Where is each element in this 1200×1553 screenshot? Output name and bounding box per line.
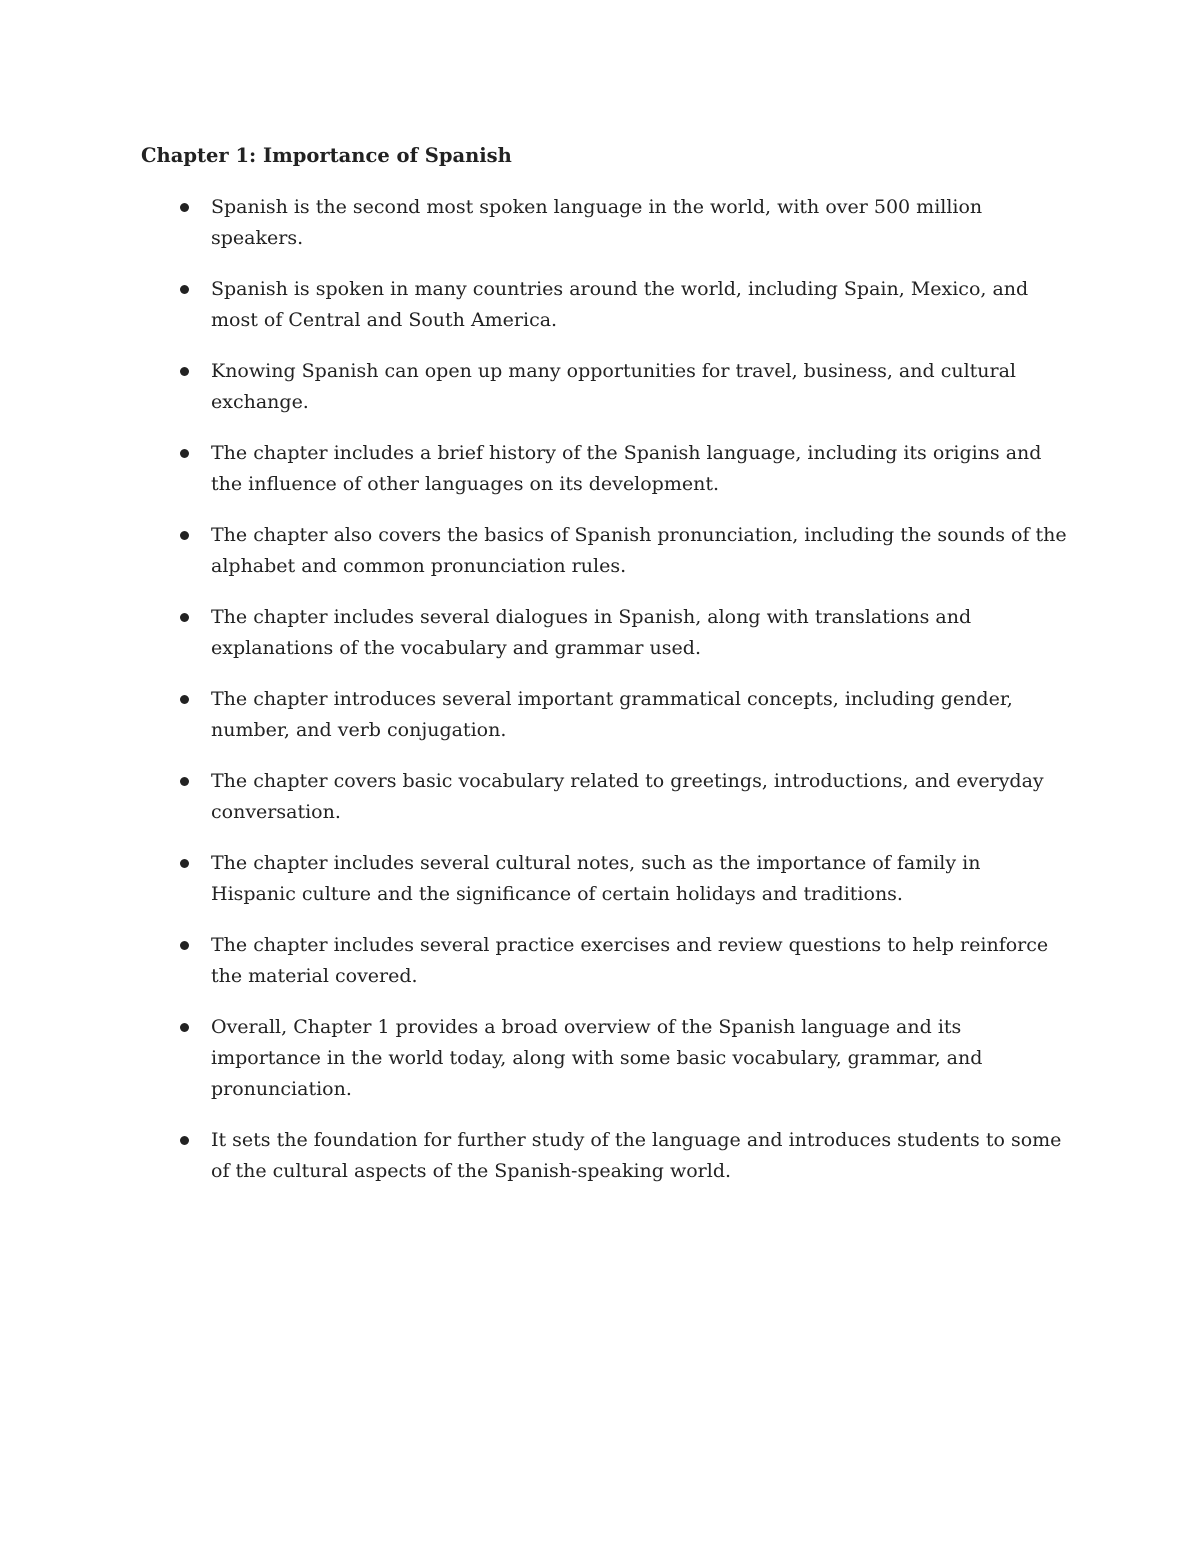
bullet-icon (180, 285, 189, 294)
bullet-item (141, 1125, 1071, 1187)
bullet-text: The chapter also covers the basics of Spanish pronunciation, including the sounds of the alphabet and common pronunciation rules. (211, 524, 1067, 577)
bullet-item (141, 192, 1071, 254)
bullet-item (141, 438, 1071, 500)
bullet-item (141, 684, 1071, 746)
bullet-text: The chapter includes several practice exercises and review questions to help reinforce the material covered. (211, 934, 1049, 987)
document-content (141, 141, 1071, 1207)
bullet-item (141, 356, 1071, 418)
bullet-icon (180, 777, 189, 786)
bullet-icon (180, 367, 189, 376)
bullet-icon (180, 449, 189, 458)
bullet-item (141, 520, 1071, 582)
bullet-item (141, 848, 1071, 910)
bullet-item (141, 602, 1071, 664)
bullet-list (141, 192, 1071, 1187)
chapter-title: Chapter 1: Importance of Spanish (141, 144, 512, 167)
bullet-icon (180, 203, 189, 212)
bullet-text: The chapter includes several dialogues in Spanish, along with translations and explanations of the vocabulary and grammar used. (211, 606, 972, 659)
bullet-icon (180, 941, 189, 950)
bullet-text: The chapter introduces several important grammatical concepts, including gender, number, and verb conjugation. (211, 688, 1013, 741)
bullet-item (141, 1012, 1071, 1105)
bullet-item (141, 766, 1071, 828)
bullet-icon (180, 531, 189, 540)
bullet-text: It sets the foundation for further study of the language and introduces students to some of the cultural aspects of the Spanish-speaking world. (211, 1129, 1062, 1182)
bullet-text: The chapter covers basic vocabulary related to greetings, introductions, and everyday conversation. (211, 770, 1044, 823)
bullet-item (141, 930, 1071, 992)
bullet-icon (180, 1136, 189, 1145)
bullet-icon (180, 695, 189, 704)
bullet-icon (180, 1023, 189, 1032)
bullet-text: Knowing Spanish can open up many opportunities for travel, business, and cultural exchange. (211, 360, 1017, 413)
bullet-item (141, 274, 1071, 336)
bullet-icon (180, 859, 189, 868)
bullet-text: The chapter includes several cultural notes, such as the importance of family in Hispanic culture and the significance of certain holidays and traditions. (211, 852, 981, 905)
bullet-text: Overall, Chapter 1 provides a broad overview of the Spanish language and its importance in the world today, along with some basic vocabulary, grammar, and pronunciation. (211, 1016, 983, 1100)
bullet-text: The chapter includes a brief history of the Spanish language, including its origins and the influence of other languages on its development. (211, 442, 1042, 495)
bullet-text: Spanish is the second most spoken language in the world, with over 500 million speakers. (211, 196, 983, 249)
bullet-text: Spanish is spoken in many countries around the world, including Spain, Mexico, and most of Central and South America. (211, 278, 1029, 331)
bullet-icon (180, 613, 189, 622)
